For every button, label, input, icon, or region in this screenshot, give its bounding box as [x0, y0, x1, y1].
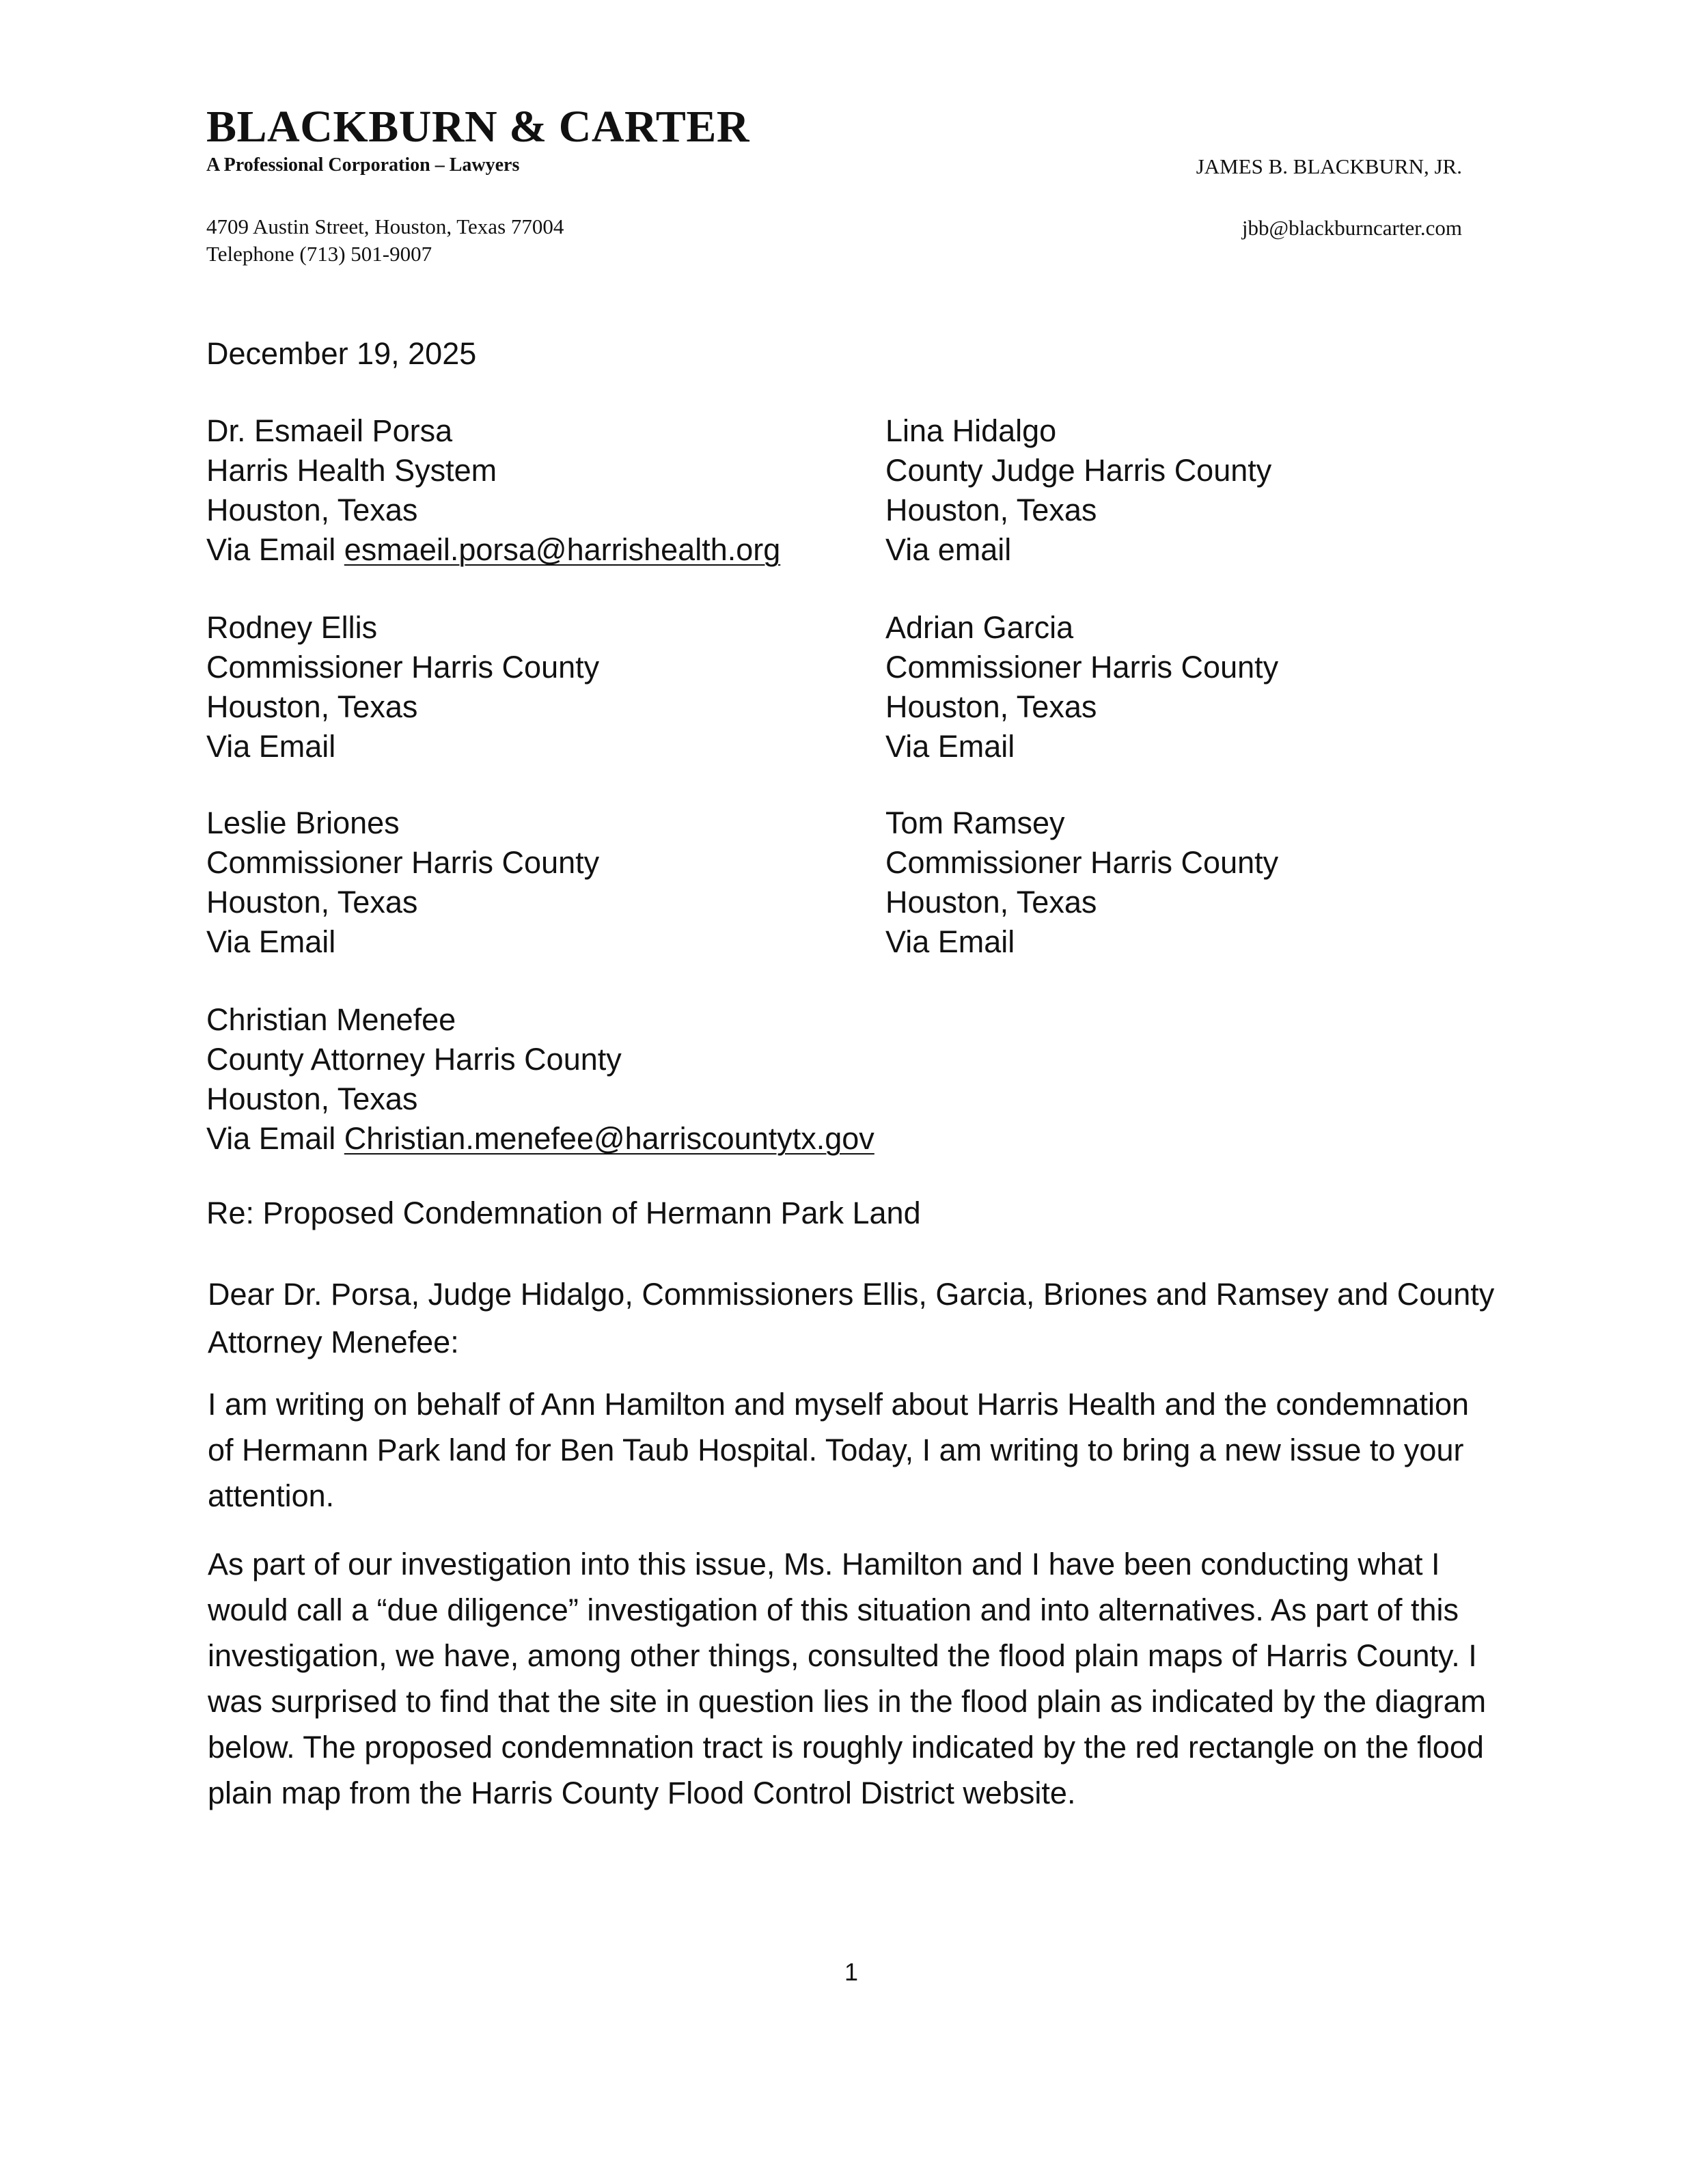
- firm-address-block: [206, 213, 564, 268]
- recipient-city: Houston, Texas: [885, 885, 1097, 920]
- body-paragraph: As part of our investigation into this issue, Ms. Hamilton and I have been conducting what I would call a “due diligence” investigation of this situation and into alternatives. As part of this investigation, we have, among other things, consulted the flood plain maps of Harris County. I was surprised to find that the site in question lies in the flood plain as indicated by the diagram below. The proposed condemnation tract is roughly indicated by the red rectangle on the flood plain map from the Harris County Flood Control District website.: [208, 1547, 1487, 1810]
- attorney-name: JAMES B. BLACKBURN, JR.: [1196, 154, 1462, 178]
- firm-address: 4709 Austin Street, Houston, Texas 77004: [206, 215, 564, 238]
- recipient-block: [885, 803, 1278, 962]
- recipient-name: Lina Hidalgo: [885, 413, 1057, 448]
- recipient-via: [206, 530, 780, 570]
- recipient-title: Commissioner Harris County: [206, 845, 600, 880]
- recipient-via: Via Email: [885, 924, 1015, 959]
- recipient-email-link[interactable]: esmaeil.porsa@harrishealth.org: [344, 532, 781, 567]
- recipient-via: Via Email: [206, 924, 336, 959]
- recipient-via-label: Via Email: [206, 1121, 336, 1156]
- recipient-name: Rodney Ellis: [206, 610, 378, 645]
- subject-line: Re: Proposed Condemnation of Hermann Park Land: [206, 1196, 921, 1230]
- recipient-title: Commissioner Harris County: [885, 845, 1279, 880]
- recipient-block: [206, 608, 599, 766]
- recipient-email-link[interactable]: Christian.menefee@harriscountytx.gov: [344, 1121, 874, 1156]
- firm-name: BLACKBURN & CARTER: [206, 102, 750, 152]
- recipient-title: Commissioner Harris County: [206, 650, 600, 685]
- recipient-city: Houston, Texas: [206, 493, 418, 527]
- recipient-city: Houston, Texas: [206, 689, 418, 724]
- body-paragraph: I am writing on behalf of Ann Hamilton and myself about Harris Health and the condemnation of Hermann Park land for Ben Taub Hospital. Today, I am writing to bring a new issue to your attention.: [208, 1387, 1470, 1513]
- recipient-block: [885, 411, 1271, 570]
- recipient-via: Via email: [885, 532, 1012, 567]
- recipient-block: [206, 803, 599, 962]
- recipient-name: Christian Menefee: [206, 1002, 456, 1037]
- recipient-name: Tom Ramsey: [885, 805, 1065, 840]
- recipient-block: [885, 608, 1278, 766]
- recipient-city: Houston, Texas: [206, 1081, 418, 1116]
- recipient-block: [206, 1000, 874, 1159]
- salutation: Dear Dr. Porsa, Judge Hidalgo, Commissioners Ellis, Garcia, Briones and Ramsey and County Attorney Menefee:: [208, 1277, 1495, 1359]
- attorney-email: jbb@blackburncarter.com: [1241, 216, 1462, 240]
- recipient-title: Commissioner Harris County: [885, 650, 1279, 685]
- page-number: 1: [844, 1958, 859, 1986]
- recipient-title: Harris Health System: [206, 453, 497, 488]
- recipient-name: Leslie Briones: [206, 805, 400, 840]
- recipient-name: Dr. Esmaeil Porsa: [206, 413, 453, 448]
- recipient-via-label: Via Email: [206, 532, 336, 567]
- recipient-block: [206, 411, 780, 570]
- recipient-name: Adrian Garcia: [885, 610, 1074, 645]
- recipient-title: County Judge Harris County: [885, 453, 1272, 488]
- recipient-via: [206, 1119, 874, 1159]
- letter-date: December 19, 2025: [206, 336, 477, 371]
- recipient-via: Via Email: [206, 729, 336, 764]
- recipient-city: Houston, Texas: [885, 493, 1097, 527]
- recipient-via: Via Email: [885, 729, 1015, 764]
- firm-subtitle: A Professional Corporation – Lawyers: [206, 154, 520, 176]
- recipient-city: Houston, Texas: [885, 689, 1097, 724]
- recipient-city: Houston, Texas: [206, 885, 418, 920]
- firm-telephone: Telephone (713) 501-9007: [206, 242, 432, 266]
- recipient-title: County Attorney Harris County: [206, 1042, 622, 1077]
